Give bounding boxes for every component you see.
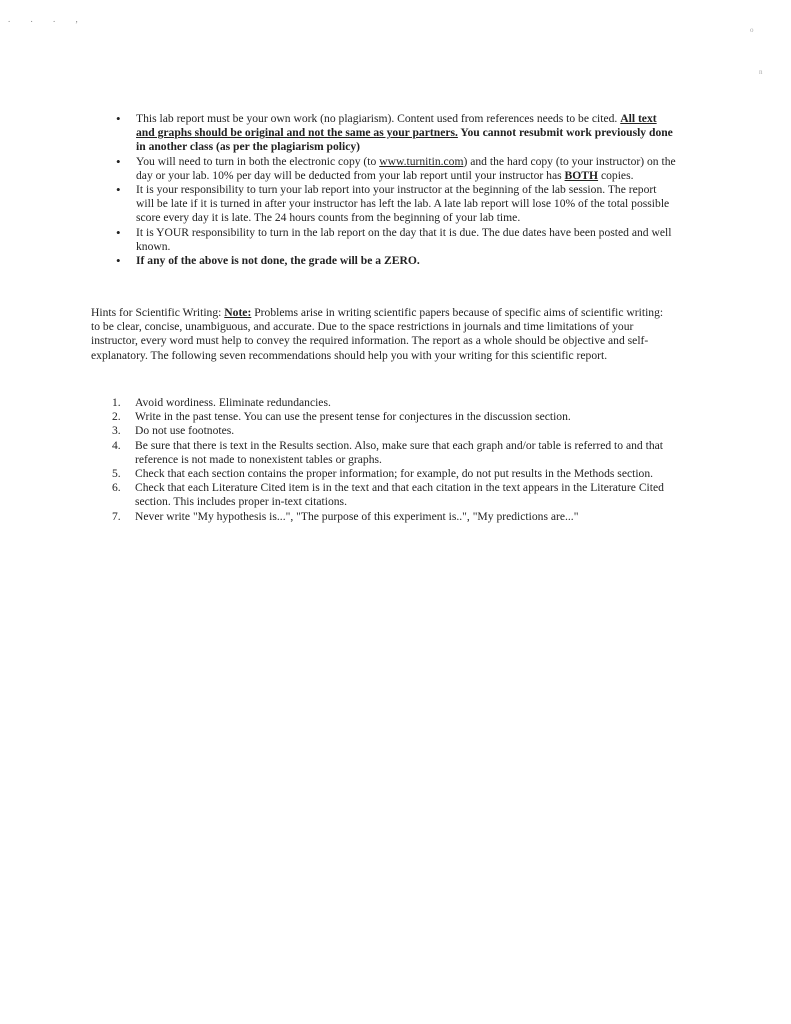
both-emphasis: BOTH xyxy=(564,168,599,182)
recommendation-item: 4. Be sure that there is text in the Results section. Also, make sure that each graph and/or table is referred to and that reference is not made to nonexistent tables or graphs. xyxy=(112,438,663,466)
policy-item-submission: • You will need to turn in both the electronic copy (to www.turnitin.com) and the hard copy (to your instructor) on the day or your lab. 10% per day will be deducted from your lab report until your instructor has BOTH copies. xyxy=(116,155,676,183)
recommendation-item: 2. Write in the past tense. You can use the present tense for conjectures in the discussion section. xyxy=(112,410,571,424)
recommendation-item: 5. Check that each section contains the proper information; for example, do not put results in the Methods section. xyxy=(112,467,654,481)
policy-item-plagiarism: • This lab report must be your own work (no plagiarism). Content used from references needs to be cited. All text and graphs should be original and not the same as your partners. You cannot resubmit work previously done in another class (as per the plagiarism policy) xyxy=(116,112,676,155)
recommendation-item: 6. Check that each Literature Cited item is in the text and that each citation in the text appears in the Literature Cited section. This includes proper in-text citations. xyxy=(112,481,664,509)
scan-specks: . . . , xyxy=(8,14,87,24)
turnitin-link[interactable]: www.turnitin.com xyxy=(379,154,464,168)
recommendation-item: 1. Avoid wordiness. Eliminate redundancies. xyxy=(112,396,331,409)
policy-item-late-submission: • It is your responsibility to turn your lab report into your instructor at the beginning of the lab session. The report will be late if it is turned in after your instructor has left the lab. A late lab report will lose 10% of the total possible score every day it is late. The 24 hours counts from the beginning of your lab time. xyxy=(116,183,676,226)
no-resubmit-emphasis: You cannot resubmit work previously done in another class (as per the plagiarism policy) xyxy=(136,126,673,154)
policy-item-due-date: • It is YOUR responsibility to turn in the lab report on the day that it is due. The due dates have been posted and well known. xyxy=(116,226,676,254)
recommendation-item: 3. Do not use footnotes. xyxy=(112,424,235,438)
scientific-writing-hints: Hints for Scientific Writing: Note: Problems arise in writing scientific papers because of specific aims of scientific writing: to be clear, concise, unambiguous, and accurate. Due to the space restrictions in journals and time limitations of your instructor, every word must help to convey the required information. The report as a whole should be objective and self-explanatory. The following seven recommendations should help you with your writing for this scientific report. xyxy=(91,306,664,362)
note-label: Note: xyxy=(224,306,252,319)
original-work-emphasis: All text and graphs should be original and not the same as your partners. xyxy=(136,112,657,140)
scan-mark-right: n xyxy=(759,68,763,76)
recommendation-item: 7. Never write "My hypothesis is...", "The purpose of this experiment is..", "My predictions are..." xyxy=(112,509,579,523)
writing-recommendations-list xyxy=(112,396,672,524)
scan-mark-top-right: o xyxy=(750,26,754,34)
policy-item-zero-grade: • If any of the above is not done, the grade will be a ZERO. xyxy=(116,254,676,268)
policy-bullet-list xyxy=(116,112,676,268)
